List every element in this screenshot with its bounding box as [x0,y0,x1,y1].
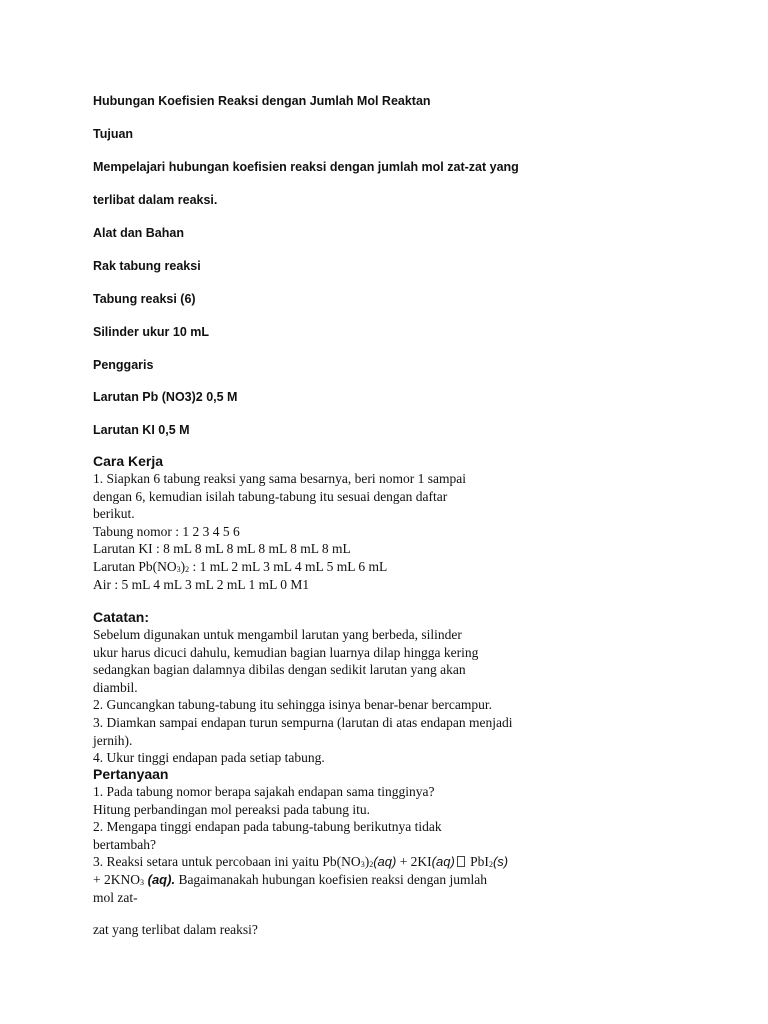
missing-glyph-arrow-icon [457,856,465,867]
pertanyaan-heading: Pertanyaan [93,766,169,782]
cara-line-pb: Larutan $Pb(NO_3)_2$ : 1 mL 2 mL 3 mL 4 mL 5 mL 6 mL [93,558,388,574]
cara-kerja-heading: Cara Kerja [93,453,164,469]
cara-line: dengan 6, kemudian isilah tabung-tabung itu sesuai dengan daftar [93,488,448,504]
catatan-line: jernih). [93,732,133,748]
catatan-line: 3. Diamkan sampai endapan turun sempurna (larutan di atas endapan menjadi [93,714,513,730]
pertanyaan-line-reaction: 3. Reaksi setara untuk percobaan ini yaitu $Pb(NO_3)_2(aq) + 2KI(aq)$ PbI$_2$(s) [93,854,509,870]
tujuan-text-line-1: Mempelajari hubungan koefisien reaksi dengan jumlah mol zat-zat yang [93,160,519,174]
catatan-line: ukur harus dicuci dahulu, kemudian bagian luarnya dilap hingga kering [93,644,479,660]
catatan-line: sedangkan bagian dalamnya dibilas dengan sedikit larutan yang akan [93,662,466,678]
pertanyaan-line: 2. Mengapa tinggi endapan pada tabung-tabung berikutnya tidak [93,819,442,835]
catatan-line: Sebelum digunakan untuk mengambil larutan yang berbeda, silinder [93,627,462,642]
catatan-line: diambil. [93,679,138,695]
catatan-line: 2. Guncangkan tabung-tabung itu sehingga isinya benar-benar bercampur. [93,697,492,713]
cara-kerja-body [93,470,466,593]
tujuan-heading: Tujuan [93,127,134,141]
pertanyaan-line: bertambah? [93,836,156,852]
cara-line: Larutan KI : 8 mL 8 mL 8 mL 8 mL 8 mL 8 mL [93,541,351,557]
pertanyaan-line-last: zat yang terlibat dalam reaksi? [93,922,258,937]
pertanyaan-line: 1. Pada tabung nomor berapa sajakah endapan sama tingginya? [93,784,435,799]
cara-line-air: Air : 5 mL 4 mL 3 mL 2 mL 1 mL 0 M1 [93,576,310,592]
catatan-heading: Catatan: [93,609,150,625]
catatan-line: 4. Ukur tinggi endapan pada setiap tabung. [93,750,325,766]
pertanyaan-line: mol zat- [93,889,138,905]
alat-item: Larutan KI 0,5 M [93,423,190,437]
alat-heading: Alat dan Bahan [93,226,184,240]
catatan-body [93,626,512,767]
tujuan-text-line-2: terlibat dalam reaksi. [93,193,218,207]
document-title: Hubungan Koefisien Reaksi dengan Jumlah Mol Reaktan [93,94,431,108]
alat-item: Penggaris [93,358,154,372]
cara-line: 1. Siapkan 6 tabung reaksi yang sama besarnya, beri nomor 1 sampai [93,471,467,486]
alat-item: Larutan Pb (NO3)2 0,5 M [93,390,238,404]
alat-item: Rak tabung reaksi [93,259,201,273]
cara-line: berikut. [93,506,135,522]
pertanyaan-line: Hitung perbandingan mol pereaksi pada tabung itu. [93,801,371,817]
pertanyaan-body [93,783,508,906]
pertanyaan-line-reaction-2: + $2KNO_3$ (aq). Bagaimanakah hubungan koefisien reaksi dengan jumlah [93,871,487,887]
cara-line: Tabung nomor : 1 2 3 4 5 6 [93,523,240,539]
alat-item: Silinder ukur 10 mL [93,325,210,339]
alat-item: Tabung reaksi (6) [93,292,196,306]
